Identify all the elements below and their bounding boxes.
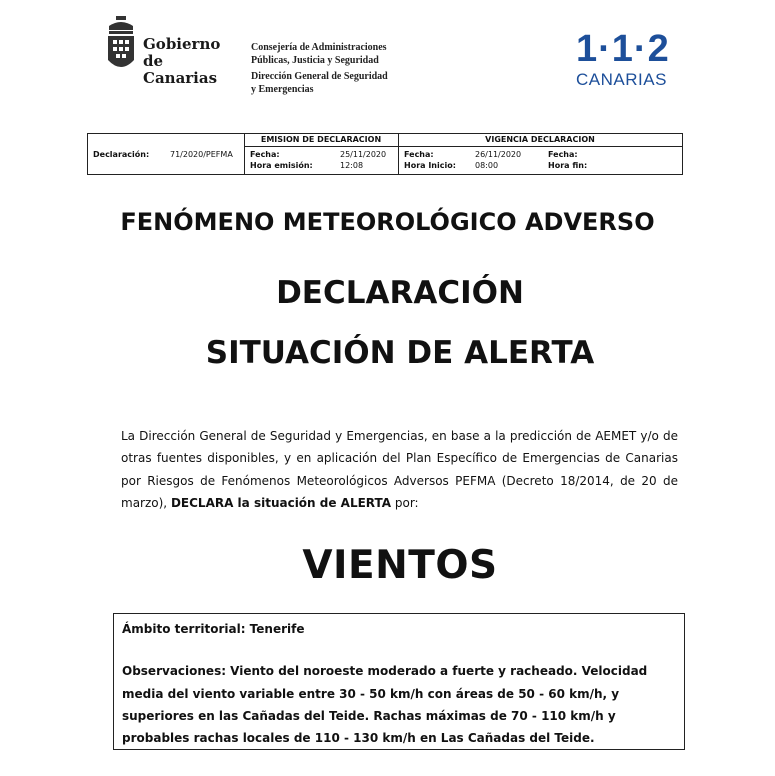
vigencia-fecha-value: 26/11/2020: [475, 150, 522, 159]
details-box: [113, 613, 685, 750]
declaration-table: [87, 133, 683, 175]
ambito-territorial: Ámbito territorial: Tenerife: [122, 622, 305, 636]
vigencia-fecha-fin-label: Fecha:: [548, 150, 578, 159]
title-fenomeno: FENÓMENO METEOROLÓGICO ADVERSO: [120, 208, 655, 236]
vigencia-fecha-label: Fecha:: [404, 150, 434, 159]
consejeria-line1: Consejería de Administraciones: [251, 42, 387, 53]
emision-hora-label: Hora emisión:: [250, 161, 313, 170]
title-situacion: SITUACIÓN DE ALERTA: [205, 335, 595, 371]
intro-text: La Dirección General de Seguridad y Emergencias, en base a la predicción de AEMET y/o de otras fuentes disponibles, y en aplicación del Plan Específico de Emergencias de Canarias por Riesgos de Fenómenos Meteorológicos Adversos PEFMA (Decreto 18/2014, de 20 de marzo),: [121, 429, 678, 510]
declara-suffix: por:: [391, 495, 419, 510]
vigencia-hora-fin-label: Hora fin:: [548, 161, 588, 170]
declaracion-value: 71/2020/PEFMA: [170, 150, 233, 159]
title-declaracion: DECLARACIÓN: [276, 275, 524, 311]
coat-of-arms-icon: [105, 16, 137, 74]
gobierno-canarias-logo: [105, 16, 230, 87]
emision-header: EMISION DE DECLARACION: [260, 135, 382, 144]
emision-hora-value: 12:08: [340, 161, 364, 170]
gobierno-line2: de Canarias: [143, 52, 218, 87]
consejeria-line2: Públicas, Justicia y Seguridad: [251, 55, 379, 66]
gobierno-line1: Gobierno: [143, 35, 221, 53]
phenomenon-title: VIENTOS: [302, 543, 498, 588]
emergency-number: 1·1·2: [576, 28, 670, 70]
observaciones: Observaciones: Viento del noroeste moderado a fuerte y racheado. Velocidad media del viento variable entre 30 - 50 km/h con áreas de 50 - 60 km/h, y superiores en las Cañadas del Teide. Rachas máximas de 70 - 110 km/h y probables rachas locales de 110 - 130 km/h en Las Cañadas del Teide.: [122, 664, 648, 746]
intro-paragraph: [121, 425, 678, 514]
declara-bold: DECLARA la situación de ALERTA: [170, 495, 392, 510]
emergency-112-logo: [574, 30, 670, 92]
declaracion-label: Declaración:: [93, 150, 150, 159]
gobierno-name: [143, 36, 230, 87]
emision-fecha-label: Fecha:: [250, 150, 280, 159]
emision-fecha-value: 25/11/2020: [340, 150, 387, 159]
vigencia-hora-inicio-value: 08:00: [475, 161, 499, 170]
direccion-line2: y Emergencias: [251, 84, 314, 95]
direccion-line1: Dirección General de Seguridad: [251, 71, 388, 82]
consejeria-block: [251, 41, 388, 96]
emergency-region: CANARIAS: [576, 70, 667, 89]
vigencia-header: VIGENCIA DECLARACION: [485, 135, 595, 144]
vigencia-hora-inicio-label: Hora Inicio:: [404, 161, 456, 170]
